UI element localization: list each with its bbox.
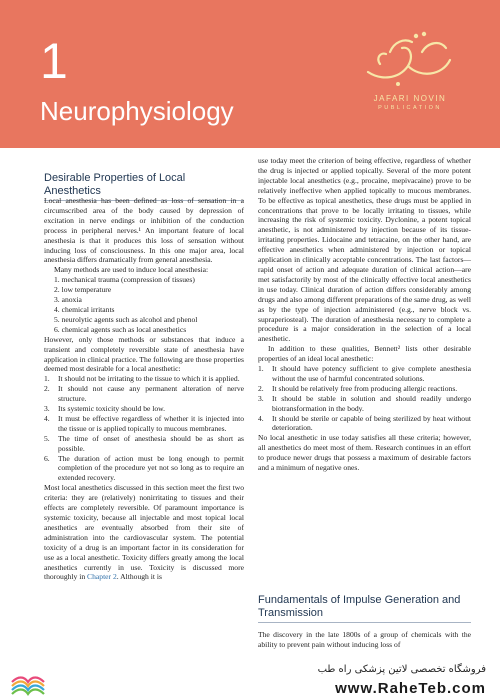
ideal-properties-list — [258, 364, 471, 433]
list-text: The time of onset of anesthesia should be as short as possible. — [58, 433, 244, 453]
chapter-title: Neurophysiology — [40, 96, 234, 126]
paragraph: The discovery in the late 1800s of a group of chemicals with the ability to prevent pain without inducing loss of — [258, 630, 471, 649]
list-item — [44, 384, 244, 404]
list-text: It should not be irritating to the tissue to which it is applied. — [58, 374, 240, 384]
list-item — [258, 384, 471, 394]
list-item — [44, 434, 244, 454]
paragraph-text: Most local anesthetics discussed in this section meet the first two criteria: they are (relatively) nonirritating to tissues and their effects are completely reversible. Of paramount importance is systemic toxicity, because all injectable and most topical local anesthetics are eventually absorbed from their site of administration into the cardiovascular system. The potential toxicity of a drug is an important factor in its consideration for use as a local anesthetic. Toxicity differs greatly among the local anesthetics currently in use. Toxicity is discussed more thoroughly in — [44, 483, 244, 582]
list-text: It should have potency sufficient to give complete anesthesia without the use of harmful concentrated solutions. — [272, 364, 471, 383]
list-number: 4. — [258, 413, 264, 423]
publisher-logo — [350, 22, 470, 117]
right-column — [258, 156, 471, 473]
list-text: It should be stable in solution and should readily undergo biotransformation in the body. — [272, 393, 471, 413]
list-item: 3. anoxia — [54, 295, 82, 305]
chapter-number: 1 — [40, 33, 68, 89]
list-number: 3. — [44, 404, 50, 414]
section-rule — [258, 622, 471, 623]
list-item: 5. neurolytic agents such as alcohol and phenol — [54, 314, 198, 324]
properties-list — [44, 374, 244, 483]
list-number: 4. — [44, 413, 50, 423]
footer-url-link[interactable]: www.RaheTeb.com — [335, 680, 486, 697]
list-number: 6. — [44, 453, 50, 463]
list-item: 4. chemical irritants — [54, 304, 115, 314]
paragraph: However, only those methods or substances that induce a transient and completely reversible state of anesthesia have application in clinical practice. The following are those properties deemed most desirable for a local anesthetic: — [44, 334, 244, 374]
left-column — [44, 196, 244, 582]
list-text: It should not cause any permanent alteration of nerve structure. — [58, 384, 244, 404]
list-item — [44, 414, 244, 434]
publisher-sub: PUBLICATION — [378, 105, 442, 111]
list-number: 1. — [44, 374, 50, 384]
list-item: 1. mechanical trauma (compression of tissues) — [54, 275, 195, 285]
list-number: 2. — [258, 383, 264, 393]
section-heading-impulse — [258, 594, 471, 629]
list-item: 2. low temperature — [54, 285, 112, 295]
list-item: 6. chemical agents such as local anesthetics — [54, 324, 187, 334]
chapter-2-link[interactable]: Chapter 2 — [87, 572, 117, 582]
list-text: Its systemic toxicity should be low. — [58, 404, 166, 414]
list-number: 3. — [258, 393, 264, 403]
section-heading-text: Desirable Properties of Local Anesthetics — [44, 172, 186, 197]
list-number: 1. — [258, 364, 264, 374]
paragraph: Many methods are used to induce local anesthesia: — [54, 265, 209, 275]
list-item — [258, 394, 471, 414]
paragraph: No local anesthetic in use today satisfies all these criteria; however, all anesthetics do meet most of them. Research continues in an effort to produce newer drugs that possess a maximum of desirable factors and a minimum of negative ones. — [258, 433, 471, 473]
book-logo-icon — [8, 662, 48, 696]
publisher-name: JAFARI NOVIN — [373, 94, 447, 103]
paragraph — [44, 483, 244, 582]
section-heading-text: Fundamentals of Impulse Generation and Transmission — [258, 594, 461, 619]
list-item — [258, 364, 471, 384]
paragraph: Local anesthesia has been defined as loss of sensation in a circumscribed area of the body caused by depression of excitation in nerve endings or inhibition of the conduction process in peripheral nerves.¹ An important feature of local anesthesia is that it produces this loss of sensation without inducing loss of consciousness. In this one major area, local anesthesia differs dramatically from general anesthesia. — [44, 196, 244, 265]
right-bottom-paragraph — [258, 630, 471, 650]
list-item — [258, 414, 471, 434]
list-number: 2. — [44, 384, 50, 394]
list-text: The duration of action must be long enough to permit completion of the procedure yet not so long as to require an extended recovery. — [58, 453, 244, 483]
list-text: It should be relatively free from producing allergic reactions. — [272, 383, 458, 393]
paragraph-text-end: . Although it is — [116, 572, 162, 582]
list-item — [44, 374, 244, 384]
list-item — [44, 404, 244, 414]
footer-store-name: فروشگاه تخصصی لاتین پزشکی راه طب — [317, 664, 486, 675]
paragraph: In addition to these qualities, Bennett² lists other desirable properties of an ideal local anesthetic: — [258, 344, 471, 364]
list-text: It must be effective regardless of whether it is injected into the tissue or is applied topically to mucous membranes. — [58, 413, 244, 433]
paragraph: use today meet the criterion of being effective, regardless of whether the drug is injected or applied topically. Several of the more potent injectable local anesthetics (e.g., procaine, mepivacaine) prove to be relatively ineffective when applied topically to mucous membranes. To be effective as topical anesthetics, these drugs must be applied in concentrations that prove to be locally irritating to tissues, while increasing the risk of systemic toxicity. Dyclonine, a potent topical anesthetic, is not administered by injection because of its tissue-irritating properties. Lidocaine and tetracaine, on the other hand, are effective anesthetics when administered by injection or topical application in clinically acceptable concentrations. The last factors—rapid onset of action and adequate duration of clinical action—are met satisfactorily by most of the clinically effective local anesthetics in use today. Clinical duration of action differs considerably among drugs and also among different preparations of the same drug, as well as by the type of injection administered (e.g., nerve block vs. supraperiosteal). The duration of anesthesia necessary to complete a procedure is a major consideration in the selection of a local anesthetic. — [258, 156, 471, 344]
calligraphy-logo-icon — [350, 22, 470, 94]
list-text: It should be sterile or capable of being sterilized by heat without deterioration. — [272, 413, 471, 433]
chapter-header-band — [0, 0, 500, 148]
methods-list — [44, 275, 244, 334]
list-item — [44, 454, 244, 484]
list-number: 5. — [44, 433, 50, 443]
